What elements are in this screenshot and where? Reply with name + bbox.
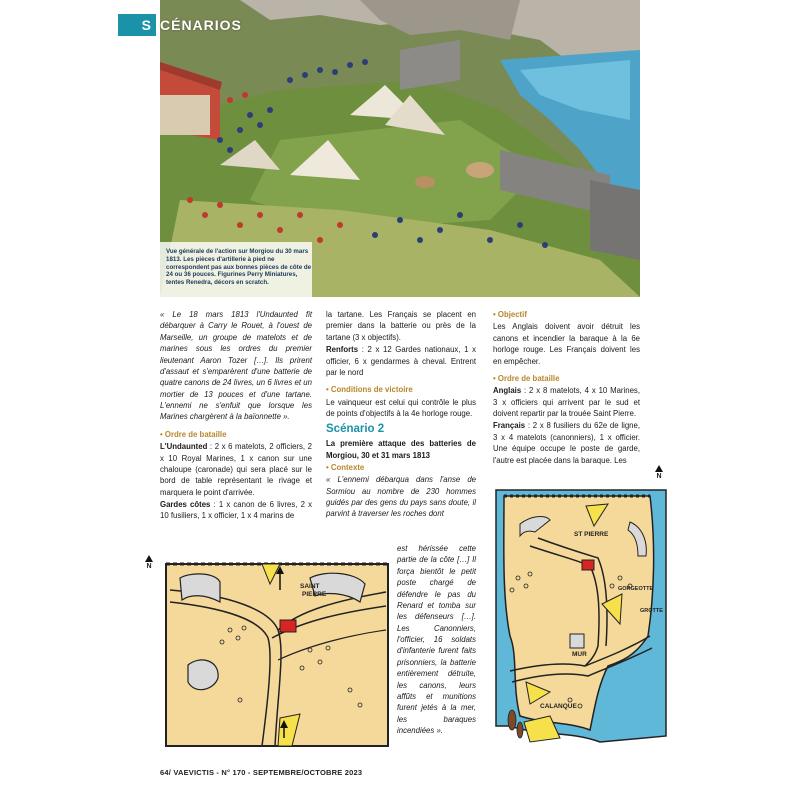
anglais-text: : 2 x 8 matelots, 4 x 10 Marines, 3 x officiers qui arrivent par le sud et doivent repartir par la trouée Saint Pierre. (493, 386, 640, 418)
column-2-wrap (397, 543, 476, 737)
photo-caption: Vue générale de l'action sur Morgiou du 30 mars 1813. Les pièces d'artillerie à pied ne correspondent pas aux bonnes pièces de côte de 24 ou 36 pouces. Figurines Perry Miniatures, tentes Renedra, décors en scratch. (166, 248, 312, 286)
undaunted-paragraph (160, 441, 312, 498)
gardes-lead: Gardes côtes (160, 500, 211, 509)
north-arrow-icon (145, 555, 153, 562)
conditions-victoire-heading: • Conditions de victoire (326, 385, 413, 395)
scenario1-intro-quote: « Le 18 mars 1813 l'Undaunted fit débarquer à Carry le Rouet, à l'ouest de Marseille, un groupe de matelots et de marines sous les ordres du premier lieutenant Aaron Tozer […]. Ils prirent d'assaut et s'emparèrent d'une batterie de quatre canons de 24 livres, un 6 livres et un mortier de 13 pouces et d'une tartane. L'ennemi ne s'enfuit que lorsque les Marines chargèrent à la baïonnette ». (160, 310, 312, 422)
map2-label-grotte: GROTTE (640, 608, 663, 614)
ordre-de-bataille-2-heading: • Ordre de bataille (493, 373, 560, 383)
scenario-2-subtitle: La première attaque des batteries de Morgiou, 30 et 31 mars 1813 (326, 439, 476, 460)
column-1 (160, 309, 312, 523)
francais-text: : 2 x 8 fusiliers du 62e de ligne, 3 x 4 matelots (canonniers), 1 x officier. Une équipe occupe le poste de garde, l'autre est placée dans la baraque. Les (493, 421, 640, 465)
undaunted-lead: L'Undaunted (160, 442, 208, 452)
tartane-continuation: la tartane. Les Français se placent en premier dans la batterie ou près de la tartane (3 x objectifs). (326, 310, 476, 342)
conditions-victoire-text: Le vainqueur est celui qui contrôle le plus de points d'objectifs à la 4e horloge rouge. (326, 397, 476, 418)
gardes-text: : 1 x canon de 6 livres, 2 x 10 fusiliers, 1 x officier, 1 x 4 marins de (160, 500, 312, 521)
ordre-de-bataille-heading: • Ordre de bataille (160, 429, 227, 439)
scenario-2-title: Scénario 2 (326, 423, 385, 436)
anglais-paragraph (493, 385, 640, 419)
gardes-paragraph (160, 499, 312, 522)
renforts-text: : 2 x 12 Gardes nationaux, 1 x officier, 6 x gendarmes à cheval. Entrent par le nord (326, 345, 476, 377)
map2-label-stpierre: ST PIERRE (574, 531, 609, 538)
map2-label-calanque: CALANQUE (540, 703, 577, 710)
north-label-2: N (656, 473, 662, 480)
page-footer (160, 768, 362, 777)
scenario-2-map (490, 486, 672, 750)
section-tag-title: CÉNARIOS (160, 17, 242, 33)
section-tag-first-letter: S (118, 14, 156, 36)
map1-label-pierre: PIERRE (302, 591, 327, 598)
map1-label-saint: SAINT (300, 583, 320, 590)
north-arrow-2 (653, 465, 665, 480)
renforts-lead: Renforts (326, 345, 359, 355)
column-2 (326, 309, 476, 521)
north-arrow-1 (143, 555, 155, 570)
francais-paragraph (493, 420, 640, 466)
scenario-1-map (160, 550, 400, 750)
anglais-lead: Anglais (493, 386, 522, 396)
contexte-quote-a: « L'ennemi débarqua dans l'anse de Sormiou au nombre de 230 hommes guidés par des gens du pays sans doute, il parvint à traverser les roches dont (326, 475, 476, 519)
column-3 (493, 309, 640, 467)
objectif-heading: • Objectif (493, 310, 527, 319)
map2-label-gorgeotte: GORGEOTTE (618, 586, 654, 592)
francais-lead: Français (493, 421, 526, 431)
section-tag (118, 14, 242, 36)
renforts-paragraph (326, 344, 476, 378)
magazine-issue: / VAEVICTIS - N° 170 - SEPTEMBRE/OCTOBRE 2023 (168, 768, 363, 777)
page-number: 64 (160, 768, 169, 777)
contexte-quote-b: est hérissée cette partie de la côte […] Il força bientôt le petit poste chargé de défendre le pas du Renard et tomba sur les défenseurs […]. Les Canonniers, l'officier, 16 soldats d'infanterie furent faits prisonniers, la batterie entièrement détruite, les canons, leurs affûts et munitions furent jetés à la mer, les baraques incendiées ». (397, 544, 476, 735)
north-arrow-icon (655, 465, 663, 472)
map2-label-mur: MUR (572, 651, 587, 658)
contexte-heading: • Contexte (326, 462, 365, 472)
objectif-text: Les Anglais doivent avoir détruit les canons et incendier la baraque à la 6e horloge rouge. Les Français doivent les en empêcher. (493, 322, 640, 366)
north-label-1: N (146, 563, 152, 570)
undaunted-text: : 2 x 6 matelots, 2 officiers, 2 x 10 Royal Marines, 1 x canon sur une chaloupe (caronade) qui sera placé sur le bord de table représentant le rivage et marquera le point d'arrivée. (160, 442, 312, 497)
